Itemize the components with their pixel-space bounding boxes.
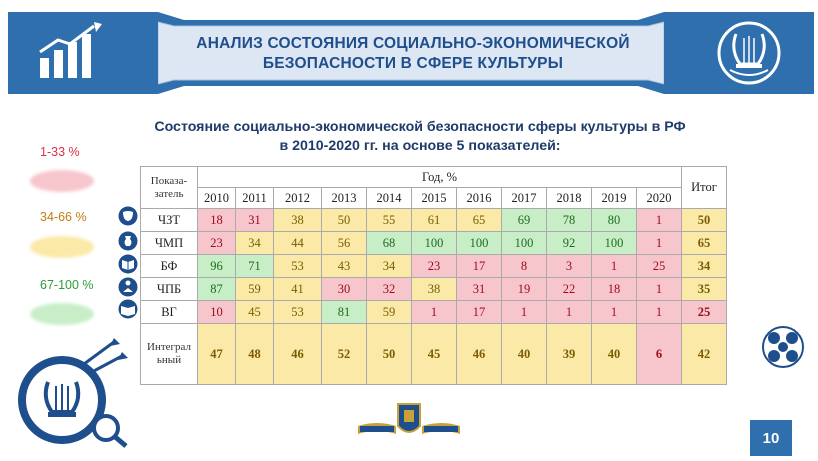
value-cell: 55 — [367, 209, 412, 232]
value-cell: 43 — [322, 255, 367, 278]
theatre-masks-icon — [118, 206, 138, 226]
integral-value: 39 — [547, 324, 592, 385]
value-cell: 17 — [457, 301, 502, 324]
year-cell: 2010 — [198, 188, 236, 209]
growth-chart-icon — [36, 22, 108, 82]
title-line-2: БЕЗОПАСНОСТИ В СФЕРЕ КУЛЬТУРЫ — [262, 55, 564, 72]
integral-value: 47 — [198, 324, 236, 385]
integral-row — [141, 324, 727, 385]
indicator-name: БФ — [141, 255, 198, 278]
value-cell: 31 — [236, 209, 274, 232]
subtitle-line-1: Состояние социально-экономической безопасности сферы культуры в РФ — [154, 119, 686, 135]
value-cell: 1 — [412, 301, 457, 324]
total-cell: 50 — [682, 209, 727, 232]
value-cell: 68 — [367, 232, 412, 255]
total-cell: 35 — [682, 278, 727, 301]
year-cell: 2013 — [322, 188, 367, 209]
value-cell: 1 — [637, 232, 682, 255]
value-cell: 34 — [367, 255, 412, 278]
value-cell: 1 — [637, 301, 682, 324]
value-cell: 100 — [412, 232, 457, 255]
integral-label-line-2: ьный — [156, 354, 182, 366]
integral-value: 50 — [367, 324, 412, 385]
value-cell: 41 — [274, 278, 322, 301]
value-cell: 10 — [198, 301, 236, 324]
value-cell: 45 — [236, 301, 274, 324]
year-cell: 2014 — [367, 188, 412, 209]
value-cell: 53 — [274, 255, 322, 278]
value-cell: 100 — [592, 232, 637, 255]
value-cell: 92 — [547, 232, 592, 255]
value-cell: 8 — [502, 255, 547, 278]
year-cell: 2016 — [457, 188, 502, 209]
integral-total: 42 — [682, 324, 727, 385]
legend-swatch — [30, 170, 94, 192]
value-cell: 17 — [457, 255, 502, 278]
value-cell: 71 — [236, 255, 274, 278]
integral-value: 48 — [236, 324, 274, 385]
year-cell: 2018 — [547, 188, 592, 209]
value-cell: 1 — [637, 209, 682, 232]
integral-value: 45 — [412, 324, 457, 385]
integral-value: 52 — [322, 324, 367, 385]
value-cell: 65 — [457, 209, 502, 232]
table-row — [141, 232, 727, 255]
value-cell: 100 — [457, 232, 502, 255]
value-cell: 23 — [198, 232, 236, 255]
table-row — [141, 209, 727, 232]
year-header: Год, % — [198, 167, 682, 188]
integral-value: 46 — [457, 324, 502, 385]
value-cell: 22 — [547, 278, 592, 301]
lyre-magnifier-icon — [14, 338, 134, 448]
university-crest-icon — [356, 400, 462, 440]
value-cell: 19 — [502, 278, 547, 301]
value-cell: 25 — [637, 255, 682, 278]
legend-swatch — [30, 303, 94, 325]
value-cell: 3 — [547, 255, 592, 278]
total-cell: 34 — [682, 255, 727, 278]
book-icon — [118, 254, 138, 274]
value-cell: 1 — [592, 301, 637, 324]
value-cell: 96 — [198, 255, 236, 278]
value-cell: 100 — [502, 232, 547, 255]
value-cell: 44 — [274, 232, 322, 255]
value-cell: 78 — [547, 209, 592, 232]
indicator-name: ВГ — [141, 301, 198, 324]
value-cell: 32 — [367, 278, 412, 301]
value-cell: 30 — [322, 278, 367, 301]
lyre-emblem-icon — [716, 20, 782, 86]
page-title — [168, 34, 658, 74]
total-cell: 65 — [682, 232, 727, 255]
value-cell: 80 — [592, 209, 637, 232]
year-cell: 2020 — [637, 188, 682, 209]
legend-swatch — [30, 236, 94, 258]
indicator-header-line-2: затель — [154, 187, 184, 200]
indicator-header — [141, 167, 198, 209]
title-line-1: АНАЛИЗ СОСТОЯНИЯ СОЦИАЛЬНО-ЭКОНОМИЧЕСКОЙ — [196, 35, 630, 52]
table-subtitle — [60, 118, 780, 156]
integral-value: 46 — [274, 324, 322, 385]
people-network-icon — [762, 326, 804, 368]
value-cell: 23 — [412, 255, 457, 278]
page-number: 10 — [750, 420, 792, 456]
value-cell: 69 — [502, 209, 547, 232]
value-cell: 18 — [592, 278, 637, 301]
value-cell: 81 — [322, 301, 367, 324]
year-cell: 2019 — [592, 188, 637, 209]
value-cell: 59 — [236, 278, 274, 301]
table-row — [141, 301, 727, 324]
table-row — [141, 255, 727, 278]
value-cell: 38 — [412, 278, 457, 301]
reader-icon — [118, 277, 138, 297]
year-cell: 2017 — [502, 188, 547, 209]
value-cell: 1 — [637, 278, 682, 301]
integral-value: 40 — [592, 324, 637, 385]
open-book-icon — [118, 299, 138, 319]
value-cell: 50 — [322, 209, 367, 232]
table-row — [141, 278, 727, 301]
year-cell: 2015 — [412, 188, 457, 209]
integral-value: 6 — [637, 324, 682, 385]
years-row — [141, 188, 727, 209]
security-table — [140, 166, 727, 385]
value-cell: 1 — [592, 255, 637, 278]
indicator-name: ЧПБ — [141, 278, 198, 301]
value-cell: 31 — [457, 278, 502, 301]
value-cell: 1 — [502, 301, 547, 324]
value-cell: 53 — [274, 301, 322, 324]
value-cell: 56 — [322, 232, 367, 255]
legend-label: 34-66 % — [40, 210, 87, 224]
integral-value: 40 — [502, 324, 547, 385]
value-cell: 38 — [274, 209, 322, 232]
value-cell: 61 — [412, 209, 457, 232]
year-cell: 2012 — [274, 188, 322, 209]
value-cell: 59 — [367, 301, 412, 324]
indicator-name: ЧМП — [141, 232, 198, 255]
total-header: Итог — [682, 167, 727, 209]
subtitle-line-2: в 2010-2020 гг. на основе 5 показателей: — [279, 138, 561, 154]
vase-icon — [118, 231, 138, 251]
value-cell: 1 — [547, 301, 592, 324]
indicator-name: ЧЗТ — [141, 209, 198, 232]
value-cell: 87 — [198, 278, 236, 301]
value-cell: 18 — [198, 209, 236, 232]
total-cell: 25 — [682, 301, 727, 324]
value-cell: 34 — [236, 232, 274, 255]
year-cell: 2011 — [236, 188, 274, 209]
indicator-header-line-1: Показа- — [150, 174, 188, 187]
header-row — [141, 167, 727, 188]
integral-label-line-1: Интеграл — [147, 341, 191, 353]
legend-label: 1-33 % — [40, 145, 80, 159]
integral-label — [141, 324, 198, 385]
legend-label: 67-100 % — [40, 278, 94, 292]
